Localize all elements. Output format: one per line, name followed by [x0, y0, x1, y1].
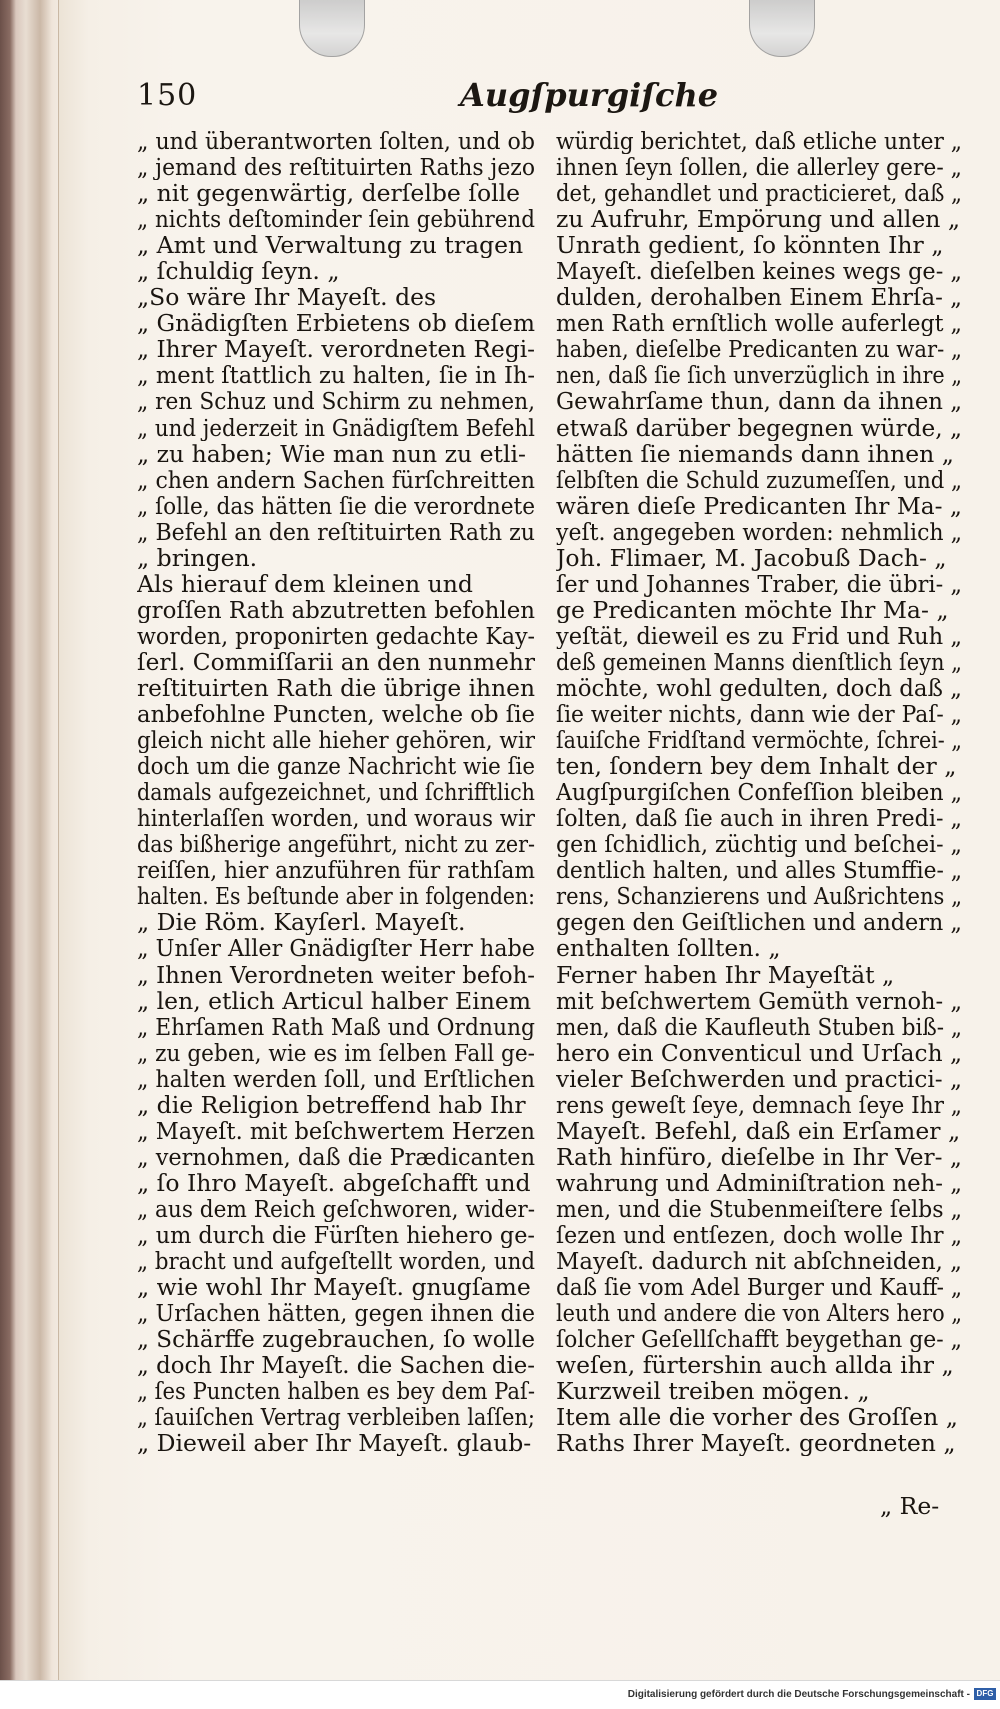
- text-line: dulden, derohalben Einem Ehrſa- „: [556, 284, 962, 311]
- text-line: „ ſauiſchen Vertrag verbleiben laſſen;: [137, 1404, 535, 1431]
- text-line: anbefohlne Puncten, welche ob ſie: [137, 701, 535, 728]
- text-line: „ Unſer Aller Gnädigſter Herr habe: [137, 935, 535, 962]
- text-line: deß gemeinen Manns dienſtlich ſeyn „: [556, 648, 962, 675]
- text-line: gegen den Geiſtlichen und andern „: [556, 909, 962, 936]
- text-line: „ Gnädigſten Erbietens ob dieſem: [137, 310, 535, 337]
- text-line: Joh. Flimaer, M. Jacobuß Dach- „: [556, 544, 947, 571]
- text-line: würdig berichtet, daß etliche unter „: [556, 128, 962, 155]
- text-line: „ und überantworten ſolten, und ob: [137, 128, 535, 155]
- text-line: zu Aufruhr, Empörung und allen „: [556, 206, 961, 233]
- text-line: „ Ehrſamen Rath Maß und Ordnung: [137, 1013, 535, 1040]
- text-line: „ doch Ihr Mayeſt. die Sachen die-: [137, 1352, 535, 1379]
- text-line: reiſſen, hier anzuführen für rathſam: [137, 857, 535, 884]
- text-line: „ Dieweil aber Ihr Mayeſt. glaub-: [137, 1430, 532, 1457]
- text-line: dentlich halten, und alles Stumffie- „: [556, 857, 962, 884]
- text-line: rens, Schanzierens und Außrichtens „: [556, 883, 962, 910]
- text-line: etwaß darüber begegnen würde, „: [556, 414, 962, 441]
- text-line: haben, dieſelbe Predicanten zu war- „: [556, 336, 962, 363]
- text-line: Unrath gedient, ſo könnten Ihr „: [556, 232, 944, 259]
- text-line: groſſen Rath abzutretten befohlen: [137, 596, 535, 623]
- text-line: wären dieſe Predicanten Ihr Ma- „: [556, 492, 962, 519]
- text-line: möchte, wohl gedulten, doch daß „: [556, 674, 962, 702]
- text-line: Mayeſt. dadurch nit abſchneiden, „: [556, 1248, 962, 1275]
- text-line: ſezen und entſezen, doch wolle Ihr „: [556, 1221, 962, 1249]
- text-line: „So wäre Ihr Mayeſt. des: [137, 284, 437, 311]
- text-line: ſelbſten die Schuld zuzumeſſen, und „: [556, 466, 962, 493]
- text-line: „ zu geben, wie es im ſelben Fall ge-: [137, 1039, 535, 1066]
- text-line: ſolten, daß ſie auch in ihren Predi- „: [556, 805, 962, 832]
- text-line: Item alle die vorher des Groſſen „: [556, 1404, 958, 1431]
- text-line: Ferner haben Ihr Mayeſtät „: [556, 961, 895, 988]
- text-line: „ jemand des reſtituirten Raths jezo: [137, 154, 535, 181]
- text-line: men, und die Stubenmeiſtere ſelbs „: [556, 1195, 962, 1222]
- text-line: vieler Beſchwerden und practici- „: [556, 1065, 962, 1092]
- text-line: „ Schärffe zugebrauchen, ſo wolle: [137, 1326, 535, 1353]
- text-line: „ len, etlich Articul halber Einem: [137, 987, 532, 1014]
- page-clip-icon: [749, 0, 815, 57]
- text-line: Mayeſt. dieſelben keines wegs ge- „: [556, 258, 962, 285]
- text-line: „ Die Röm. Kayſerl. Mayeſt.: [137, 909, 466, 936]
- text-line: „ Urſachen hätten, gegen ihnen die: [137, 1300, 535, 1327]
- left-text-column: [137, 128, 535, 1456]
- text-line: ſolcher Geſellſchafft beygethan ge- „: [556, 1326, 962, 1353]
- text-line: halten. Es beſtunde aber in folgenden:: [137, 883, 535, 910]
- book-edge: [0, 0, 62, 1680]
- text-line: yeſtät, dieweil es zu Frid und Ruh „: [556, 622, 962, 649]
- text-line: gen ſchidlich, züchtig und beſchei- „: [556, 831, 962, 858]
- running-head: Augſpurgiſche: [460, 76, 719, 114]
- text-line: reſtituirten Rath die übrige ihnen: [137, 674, 535, 702]
- text-line: wahrung und Adminiſtration neh- „: [556, 1169, 962, 1196]
- text-line: ihnen ſeyn ſollen, die allerley gere- „: [556, 154, 962, 181]
- text-line: daß ſie vom Adel Burger und Kauff- „: [556, 1274, 962, 1301]
- text-line: „ chen andern Sachen fürſchreitten: [137, 466, 535, 493]
- text-line: Gewahrſame thun, dann da ihnen „: [556, 388, 962, 415]
- text-line: „ ſes Puncten halben es bey dem Paſ-: [137, 1378, 535, 1405]
- text-line: Kurzweil treiben mögen. „: [556, 1378, 870, 1405]
- text-line: worden, proponirten gedachte Kay-: [137, 622, 535, 649]
- text-line: „ aus dem Reich geſchworen, wider-: [137, 1195, 535, 1222]
- text-line: ſer und Johannes Traber, die übri- „: [556, 570, 962, 597]
- text-line: „ ren Schuz und Schirm zu nehmen,: [137, 388, 535, 415]
- text-line: doch um die ganze Nachricht wie ſie: [137, 753, 535, 780]
- text-line: hero ein Conventicul und Urſach „: [556, 1039, 962, 1066]
- text-line: „ Ihrer Mayeſt. verordneten Regi-: [137, 336, 535, 363]
- text-line: „ halten werden ſoll, und Erſtlichen: [137, 1065, 535, 1092]
- text-line: hinterlaſſen worden, und woraus wir: [137, 805, 535, 832]
- text-line: „ Ihnen Verordneten weiter befoh-: [137, 961, 535, 988]
- text-line: „ bringen.: [137, 544, 258, 571]
- text-line: „ bracht und aufgeſtellt worden, und: [137, 1248, 535, 1275]
- text-line: „ ment ſtattlich zu halten, ſie in Ih-: [137, 362, 535, 389]
- text-line: „ nit gegenwärtig, derſelbe ſolle: [137, 180, 521, 207]
- text-line: „ nichts deſtominder ſein gebührend: [137, 206, 535, 233]
- text-line: ſie weiter nichts, dann wie der Paſ- „: [556, 701, 962, 728]
- dfg-logo: DFG: [974, 1688, 996, 1700]
- text-line: „ ſo Ihro Mayeſt. abgeſchafft und: [137, 1169, 531, 1196]
- text-line: ſerl. Commiſſarii an den nunmehr: [137, 648, 535, 675]
- text-line: „ Amt und Verwaltung zu tragen: [137, 232, 524, 259]
- text-line: „ die Religion betreffend hab Ihr: [137, 1091, 526, 1118]
- text-line: ge Predicanten möchte Ihr Ma- „: [556, 596, 949, 623]
- catchword: „ Re-: [880, 1492, 940, 1520]
- text-line: „ und jederzeit in Gnädigſtem Befehl: [137, 414, 535, 441]
- text-line: Augſpurgiſchen Confeſſion bleiben „: [556, 779, 962, 806]
- text-line: leuth und andere die von Alters hero „: [556, 1300, 962, 1327]
- right-text-column: [556, 128, 962, 1456]
- text-line: „ ſolle, das hätten ſie die verordnete: [137, 492, 535, 519]
- text-line: weſen, fürtershin auch allda ihr „: [556, 1352, 954, 1379]
- text-line: „ zu haben; Wie man nun zu etli-: [137, 440, 526, 467]
- text-line: mit beſchwertem Gemüth vernoh- „: [556, 987, 962, 1014]
- text-line: das bißherige angeführt, nicht zu zer-: [137, 831, 535, 858]
- text-line: Mayeſt. Befehl, daß ein Erſamer „: [556, 1117, 961, 1144]
- text-line: Raths Ihrer Mayeſt. geordneten „: [556, 1430, 956, 1457]
- text-line: ten, ſondern bey dem Inhalt der „: [556, 753, 957, 780]
- text-line: men Rath ernſtlich wolle auferlegt „: [556, 310, 962, 337]
- page-clip-icon: [299, 0, 365, 57]
- text-line: rens geweſt ſeye, demnach ſeye Ihr „: [556, 1091, 962, 1118]
- text-line: damals aufgezeichnet, und ſchrifftlich: [137, 779, 535, 806]
- text-line: ſauiſche Fridſtand vermöchte, ſchrei- „: [556, 727, 962, 754]
- text-line: det, gehandlet und practicieret, daß „: [556, 180, 962, 207]
- text-line: gleich nicht alle hieher gehören, wir: [137, 727, 535, 754]
- text-line: hätten ſie niemands dann ihnen „: [556, 440, 954, 467]
- text-line: „ ſchuldig ſeyn. „: [137, 258, 340, 285]
- text-line: „ Mayeſt. mit beſchwertem Herzen: [137, 1117, 535, 1144]
- text-line: „ um durch die Fürſten hiehero ge-: [137, 1221, 535, 1249]
- page-number: 150: [137, 78, 198, 113]
- text-line: Rath hinfüro, dieſelbe in Ihr Ver- „: [556, 1143, 962, 1170]
- text-line: yeſt. angegeben worden: nehmlich „: [556, 518, 962, 545]
- text-line: enthalten ſollten. „: [556, 935, 781, 962]
- text-line: „ wie wohl Ihr Mayeſt. gnugſame: [137, 1274, 531, 1301]
- text-line: „ vernohmen, daß die Prædicanten: [137, 1143, 535, 1170]
- text-line: men, daß die Kaufleuth Stuben biß- „: [556, 1013, 962, 1040]
- text-line: Als hierauf dem kleinen und: [137, 570, 473, 597]
- footer-credit: Digitalisierung gefördert durch die Deutsche Forschungsgemeinschaft -: [627, 1689, 970, 1700]
- text-line: nen, daß ſie ſich unverzüglich in ihre „: [556, 362, 962, 389]
- text-line: „ Befehl an den reſtituirten Rath zu: [137, 518, 535, 545]
